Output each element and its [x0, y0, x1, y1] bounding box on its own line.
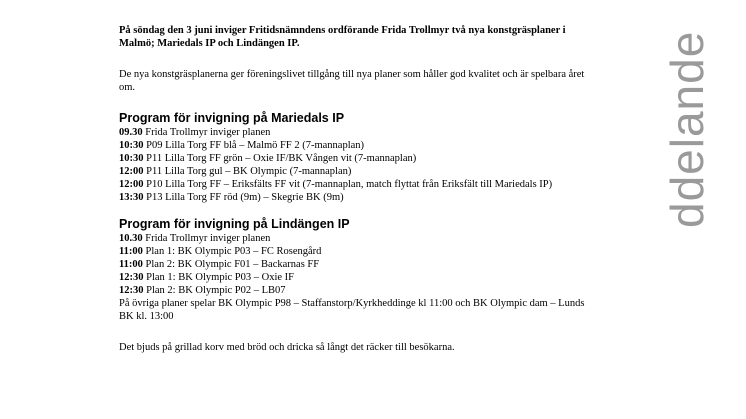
program-text: P09 Lilla Torg FF blå – Malmö FF 2 (7-mannaplan) [146, 140, 365, 151]
program-text: P10 Lilla Torg FF – Eriksfälts FF vit (7-mannaplan, match flyttat från Eriksfält till Mariedals IP) [146, 179, 553, 190]
program-time: 12:30 [119, 285, 144, 296]
intro-paragraph: De nya konstgräsplanerna ger föreningslivet tillgång till nya planer som håller god kvalitet och är spelbara året om. [119, 69, 585, 93]
mariedal-heading: Program för invigning på Mariedals IP [119, 111, 345, 125]
side-title-text: ddelande [661, 30, 713, 228]
program-item [119, 152, 589, 165]
program-time: 10:30 [119, 140, 144, 151]
program-item [119, 258, 589, 271]
program-item [119, 178, 589, 191]
lindangen-program [119, 232, 589, 323]
program-time: 10:30 [119, 153, 144, 164]
program-text: Frida Trollmyr inviger planen [145, 233, 271, 244]
program-text: P13 Lilla Torg FF röd (9m) – Skegrie BK (9m) [146, 192, 344, 203]
program-item [119, 284, 589, 297]
document-body [119, 24, 589, 419]
program-time: 12:00 [119, 179, 144, 190]
program-item [119, 165, 589, 178]
side-title [655, 0, 715, 228]
program-text: Plan 2: BK Olympic P02 – LB07 [146, 285, 286, 296]
closing-paragraph: Det bjuds på grillad korv med bröd och dricka så långt det räcker till besökarna. [119, 342, 455, 353]
program-time: 11:00 [119, 246, 143, 257]
program-time: 09.30 [119, 127, 143, 138]
program-item [119, 126, 589, 139]
program-time: 11:00 [119, 259, 143, 270]
program-item [119, 245, 589, 258]
program-text: Plan 1: BK Olympic P03 – Oxie IF [146, 272, 295, 283]
program-item [119, 271, 589, 284]
lead-paragraph: På söndag den 3 juni inviger Fritidsnämndens ordförande Frida Trollmyr två nya konstgräsplaner i Malmö; Mariedals IP och Lindängen IP. [119, 25, 566, 49]
program-text: P11 Lilla Torg FF grön – Oxie IF/BK Vången vit (7-mannaplan) [146, 153, 417, 164]
program-time: 12:00 [119, 166, 144, 177]
lindangen-heading: Program för invigning på Lindängen IP [119, 217, 350, 231]
lindangen-note: På övriga planer spelar BK Olympic P98 – Staffanstorp/Kyrkheddinge kl 11:00 och BK Olympic dam – Lunds BK kl. 13:00 [119, 298, 585, 322]
program-time: 10.30 [119, 233, 143, 244]
program-text: Plan 1: BK Olympic P03 – FC Rosengård [145, 246, 322, 257]
mariedal-program [119, 126, 589, 204]
program-time: 13:30 [119, 192, 144, 203]
program-item [119, 191, 589, 204]
program-text: Frida Trollmyr inviger planen [145, 127, 271, 138]
program-text: P11 Lilla Torg gul – BK Olympic (7-mannaplan) [146, 166, 352, 177]
program-time: 12:30 [119, 272, 144, 283]
program-text: Plan 2: BK Olympic F01 – Backarnas FF [145, 259, 320, 270]
program-item [119, 139, 589, 152]
program-item [119, 232, 589, 245]
